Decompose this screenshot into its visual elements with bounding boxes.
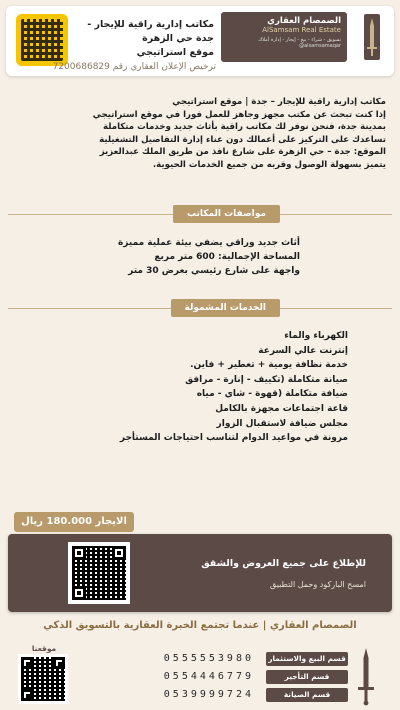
description-line: تساعدك على التركيز على أعمالك دون عناء إدارة التفاصيل التشغيلية — [99, 134, 386, 145]
brand-logo — [221, 12, 347, 62]
specs-heading: مواصفات المكاتب — [173, 205, 280, 223]
promo-subtitle: امسح الباركود وحمل التطبيق — [270, 580, 366, 589]
promo-title: للإطلاع على جميع العروض والشقق — [201, 558, 366, 569]
description-line: مكاتب إدارية راقية للإيجار – جدة | موقع استراتيجي — [172, 97, 386, 107]
qr-finder — [72, 586, 86, 600]
contact-row[interactable] — [68, 688, 348, 704]
qr-finder — [53, 657, 65, 669]
qr-finder — [21, 657, 33, 669]
list-item: أثاث جديد وراقي يضفي بيئة عملية مميزة — [117, 238, 300, 248]
qr-finder — [72, 546, 86, 560]
brand-handle: @alsamsamaqar — [299, 43, 341, 49]
services-heading: الخدمات المشمولة — [171, 299, 280, 317]
description-line: يتميز بسهولة الوصول وقربه من جميع الخدمات الحيوية. — [152, 159, 386, 170]
title-line-2: موقع استراتيجي — [136, 47, 214, 58]
license-number: ترخيص الإعلان العقاري رقم 7200686829 — [52, 62, 216, 72]
list-item: صيانة متكاملة (تكييف - إنارة - مرافق — [185, 374, 348, 385]
price-badge: الايجار 180.000 ريال — [14, 512, 134, 532]
app-promo-banner — [8, 534, 392, 612]
list-item: مجلس ضيافة لاستقبال الزوار — [216, 418, 348, 429]
services-list — [60, 329, 348, 446]
snapchat-qr-code[interactable] — [16, 14, 68, 66]
list-item: خدمة نظافة يومية + تعطير + فاين. — [190, 360, 348, 371]
contact-label: قسم البيع والاستثمار — [266, 652, 348, 666]
brand-name-en: AlSamsam Real Estate — [262, 26, 341, 34]
list-item: الكهرباء والماء — [284, 331, 348, 341]
description-line: الموقع: جدة – حي الزهرة على شارع نافذ من طريق الملك عبدالعزيز — [99, 147, 386, 158]
qr-finder — [112, 546, 126, 560]
brand-services: تسويق - شراء - بيع - إيجار - إدارة أملاك — [258, 37, 341, 43]
qr-pattern — [21, 657, 65, 701]
list-item: إنترنت عالي السرعة — [258, 345, 348, 356]
contact-row[interactable] — [68, 652, 348, 668]
location-qr-code[interactable] — [18, 654, 68, 704]
qr-finder — [21, 689, 33, 701]
sword-logo-icon — [364, 14, 380, 60]
phone-number[interactable]: 0555553980 — [163, 653, 254, 664]
list-item: المساحة الإجمالية: 600 متر مربع — [154, 252, 300, 262]
contact-label: قسم التأجير — [266, 670, 348, 684]
description-line: بمدينة جدة، فنحن نوفر لك مكاتب راقية بأثاث جديد وخدمات متكاملة — [103, 122, 386, 133]
description — [14, 96, 386, 172]
list-item: ضيافة متكاملة (قهوة - شاي - مياه — [196, 389, 348, 400]
specs-list — [100, 236, 300, 278]
contact-row[interactable] — [68, 670, 348, 686]
brand-name-ar: الصمصام العقاري — [267, 16, 341, 26]
tagline: الصمصام العقاري | عندما تجتمع الخبرة العقارية بالتسويق الذكي — [43, 620, 357, 631]
list-item: واجهة على شارع رئيسي بعرض 30 متر — [128, 266, 300, 276]
page-title — [74, 18, 214, 60]
title-line-1: مكاتب إدارية راقية للإيجار - جدة حي الزهرة — [87, 19, 214, 44]
list-item: مرونة في مواعيد الدوام لتناسب احتياجات المستأجر — [119, 433, 348, 444]
sword-logo-icon — [356, 646, 376, 706]
phone-number[interactable]: 0554446779 — [163, 671, 254, 682]
qr-pattern — [21, 19, 63, 61]
list-item: قاعة اجتماعات مجهزة بالكامل — [215, 403, 348, 414]
description-line: إذا كنت تبحث عن مكتب مجهز وجاهز للعمل فورا في موقع استراتيجي — [92, 109, 386, 120]
phone-number[interactable]: 0539999724 — [163, 689, 254, 700]
contact-label: قسم الصيانة — [266, 688, 348, 702]
header-card — [6, 6, 394, 76]
location-label: موقعنا — [31, 644, 57, 653]
qr-pattern — [72, 546, 126, 600]
app-qr-code[interactable] — [68, 542, 130, 604]
